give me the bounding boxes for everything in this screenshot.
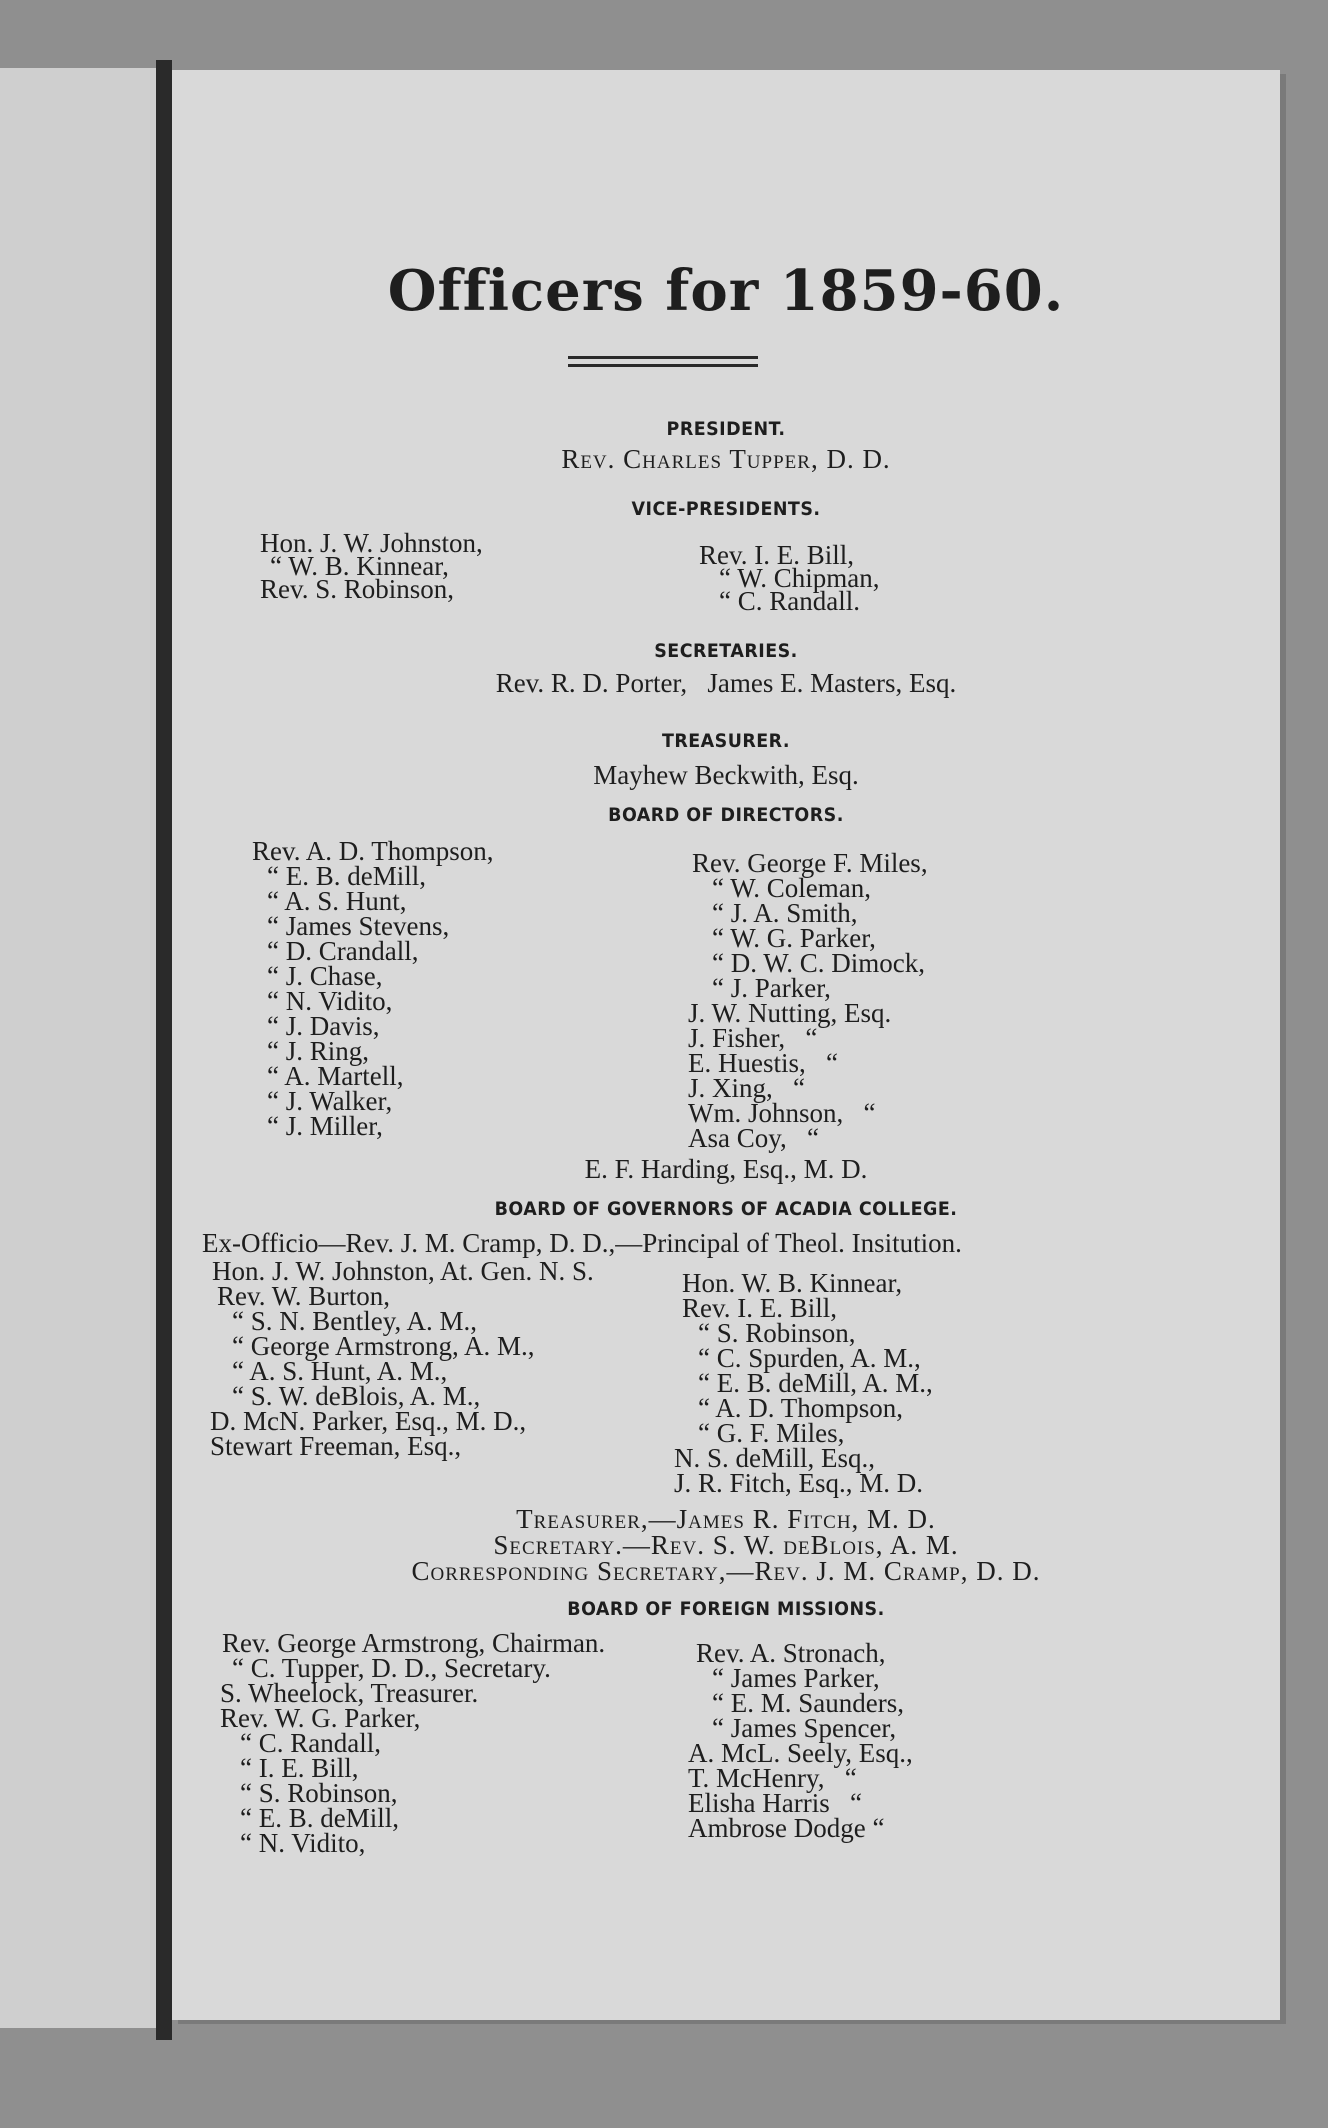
president-name: Rev. Charles Tupper, D. D. <box>561 444 891 474</box>
mission-right-1: Rev. A. Stronach, <box>696 1638 886 1668</box>
governor-right-1: Hon. W. B. Kinnear, <box>682 1268 903 1298</box>
left-page-edge <box>0 68 158 2028</box>
governor-right-4: “ C. Spurden, A. M., <box>698 1343 921 1373</box>
mission-left-1: Rev. George Armstrong, Chairman. <box>222 1628 606 1658</box>
mission-right-4: “ James Spencer, <box>712 1713 897 1743</box>
director-left-6: “ J. Chase, <box>267 961 383 991</box>
mission-right-8: Ambrose Dodge “ <box>688 1813 885 1843</box>
title-rule-top <box>568 356 758 359</box>
director-left-1: Rev. A. D. Thompson, <box>252 836 494 866</box>
director-left-9: “ J. Ring, <box>267 1036 370 1066</box>
director-left-10: “ A. Martell, <box>267 1061 404 1091</box>
director-right-7: J. W. Nutting, Esq. <box>688 998 892 1028</box>
mission-left-2: “ C. Tupper, D. D., Secretary. <box>232 1653 551 1683</box>
director-right-2: “ W. Coleman, <box>712 873 871 903</box>
mission-right-3: “ E. M. Saunders, <box>712 1688 904 1718</box>
page-title: Officers for 1859-60. <box>387 258 1065 324</box>
director-right-8: J. Fisher, “ <box>688 1023 818 1053</box>
secretaries-names: Rev. R. D. Porter, James E. Masters, Esq. <box>495 668 957 698</box>
director-right-9: E. Huestis, “ <box>688 1048 838 1078</box>
director-right-3: “ J. A. Smith, <box>712 898 858 928</box>
mission-left-5: “ C. Randall, <box>240 1728 381 1758</box>
document-page <box>172 70 1280 2020</box>
director-left-5: “ D. Crandall, <box>267 936 419 966</box>
president-heading: PRESIDENT. <box>666 418 786 440</box>
secretaries-heading: SECRETARIES. <box>654 640 798 662</box>
governor-right-5: “ E. B. deMill, A. M., <box>698 1368 933 1398</box>
governors-treasurer: Treasurer,—James R. Fitch, M. D. <box>516 1504 936 1534</box>
mission-right-6: T. McHenry, “ <box>688 1763 857 1793</box>
director-left-12: “ J. Miller, <box>267 1111 383 1141</box>
governor-left-8: Stewart Freeman, Esq., <box>210 1431 462 1461</box>
page-content <box>172 70 1280 2020</box>
governor-right-8: N. S. deMill, Esq., <box>674 1443 876 1473</box>
mission-left-8: “ E. B. deMill, <box>240 1803 399 1833</box>
mission-left-6: “ I. E. Bill, <box>240 1753 359 1783</box>
governor-left-3: “ S. N. Bentley, A. M., <box>232 1306 477 1336</box>
director-left-8: “ J. Davis, <box>267 1011 380 1041</box>
governor-right-2: Rev. I. E. Bill, <box>682 1293 837 1323</box>
director-left-2: “ E. B. deMill, <box>267 861 426 891</box>
governor-right-6: “ A. D. Thompson, <box>698 1393 904 1423</box>
mission-left-3: S. Wheelock, Treasurer. <box>220 1678 479 1708</box>
director-left-4: “ James Stevens, <box>267 911 450 941</box>
director-left-3: “ A. S. Hunt, <box>267 886 407 916</box>
governor-right-9: J. R. Fitch, Esq., M. D. <box>674 1468 924 1498</box>
director-right-12: Asa Coy, “ <box>688 1123 819 1153</box>
governors-secretary: Secretary.—Rev. S. W. deBlois, A. M. <box>493 1530 959 1560</box>
mission-right-5: A. McL. Seely, Esq., <box>688 1738 913 1768</box>
governor-left-4: “ George Armstrong, A. M., <box>232 1331 535 1361</box>
governor-right-7: “ G. F. Miles, <box>698 1418 845 1448</box>
governor-left-5: “ A. S. Hunt, A. M., <box>232 1356 448 1386</box>
director-right-1: Rev. George F. Miles, <box>692 848 928 878</box>
mission-left-7: “ S. Robinson, <box>240 1778 398 1808</box>
vp-left-2: “ W. B. Kinnear, <box>270 551 449 581</box>
book-spine-shadow <box>156 60 172 2040</box>
vice-presidents-heading: VICE-PRESIDENTS. <box>631 498 821 520</box>
mission-left-4: Rev. W. G. Parker, <box>220 1703 421 1733</box>
director-left-11: “ J. Walker, <box>267 1086 393 1116</box>
mission-right-2: “ James Parker, <box>712 1663 880 1693</box>
governor-left-6: “ S. W. deBlois, A. M., <box>232 1381 481 1411</box>
vp-left-1: Hon. J. W. Johnston, <box>260 528 483 558</box>
governor-left-2: Rev. W. Burton, <box>217 1281 391 1311</box>
mission-left-9: “ N. Vidito, <box>240 1828 366 1858</box>
director-right-4: “ W. G. Parker, <box>712 923 876 953</box>
governor-right-3: “ S. Robinson, <box>698 1318 856 1348</box>
director-left-7: “ N. Vidito, <box>267 986 393 1016</box>
vp-right-1: Rev. I. E. Bill, <box>699 540 854 570</box>
director-right-11: Wm. Johnson, “ <box>688 1098 876 1128</box>
directors-heading: BOARD OF DIRECTORS. <box>608 804 844 826</box>
director-right-6: “ J. Parker, <box>712 973 831 1003</box>
director-right-5: “ D. W. C. Dimock, <box>712 948 925 978</box>
foreign-missions-heading: BOARD OF FOREIGN MISSIONS. <box>567 1598 885 1620</box>
vp-right-3: “ C. Randall. <box>719 586 860 616</box>
governor-left-1: Hon. J. W. Johnston, At. Gen. N. S. <box>212 1256 594 1286</box>
treasurer-name: Mayhew Beckwith, Esq. <box>593 760 859 790</box>
vp-right-2: “ W. Chipman, <box>719 563 880 593</box>
treasurer-heading: TREASURER. <box>661 730 791 752</box>
director-last: E. F. Harding, Esq., M. D. <box>584 1154 868 1184</box>
governor-left-7: D. McN. Parker, Esq., M. D., <box>210 1406 527 1436</box>
vp-left-3: Rev. S. Robinson, <box>260 574 455 604</box>
title-rule-bottom <box>568 364 758 367</box>
governors-heading: BOARD OF GOVERNORS OF ACADIA COLLEGE. <box>494 1198 958 1220</box>
mission-right-7: Elisha Harris “ <box>688 1788 862 1818</box>
director-right-10: J. Xing, “ <box>688 1073 805 1103</box>
governors-ex-officio: Ex-Officio—Rev. J. M. Cramp, D. D.,—Principal of Theol. Insitution. <box>202 1228 962 1258</box>
governors-corresponding-secretary: Corresponding Secretary,—Rev. J. M. Cramp, D. D. <box>411 1556 1041 1586</box>
